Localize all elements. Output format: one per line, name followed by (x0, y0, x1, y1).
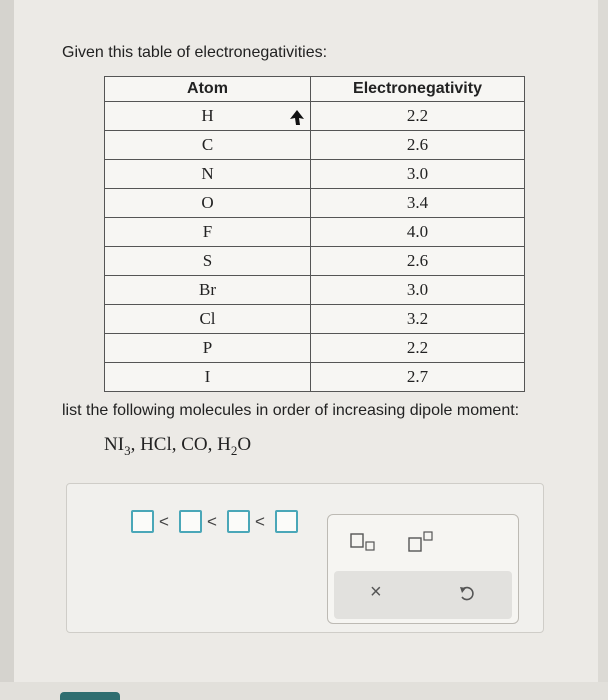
electronegativity-cell: 2.2 (311, 102, 525, 131)
footer-button[interactable] (60, 692, 120, 700)
electronegativity-cell: 3.0 (311, 160, 525, 189)
clear-button[interactable]: × (370, 581, 382, 603)
atom-cell: I (105, 363, 311, 392)
electronegativity-cell: 2.6 (311, 131, 525, 160)
answer-slot-3[interactable] (227, 510, 250, 533)
answer-slot-1[interactable] (131, 510, 154, 533)
palette-action-bar (334, 571, 512, 619)
right-edge-shadow (598, 0, 608, 700)
instruction-text: list the following molecules in order of increasing dipole moment: (62, 402, 520, 419)
table-row (105, 334, 525, 363)
electronegativity-cell: 3.0 (311, 276, 525, 305)
electronegativity-cell: 2.7 (311, 363, 525, 392)
table-row (105, 189, 525, 218)
molecule-item: $NI_3$, (104, 434, 136, 458)
superscript-template-icon[interactable] (408, 531, 434, 553)
table-row (105, 160, 525, 189)
atom-cell: H (105, 102, 311, 131)
intro-text: Given this table of electronegativities: (62, 44, 328, 61)
electronegativity-table (104, 76, 525, 392)
math-palette (327, 514, 519, 624)
molecule-item: CO, (181, 434, 213, 455)
atom-cell: Br (105, 276, 311, 305)
table-row (105, 247, 525, 276)
table-row (105, 305, 525, 334)
atom-cell: N (105, 160, 311, 189)
atom-cell: F (105, 218, 311, 247)
molecule-list (104, 434, 251, 459)
header-electronegativity: Electronegativity (311, 77, 525, 102)
electronegativity-cell: 3.2 (311, 305, 525, 334)
less-than-sign: < (207, 512, 217, 531)
less-than-sign: < (255, 512, 265, 531)
atom-cell: P (105, 334, 311, 363)
molecule-item: HCl, (140, 434, 177, 455)
answer-slot-2[interactable] (179, 510, 202, 533)
table-row (105, 276, 525, 305)
table-header-row (105, 77, 525, 102)
electronegativity-cell: 2.6 (311, 247, 525, 276)
electronegativity-cell: 2.2 (311, 334, 525, 363)
table-row (105, 218, 525, 247)
undo-icon[interactable] (458, 585, 476, 603)
table-row (105, 131, 525, 160)
less-than-sign: < (159, 512, 169, 531)
atom-cell: O (105, 189, 311, 218)
molecule-item: $H_2O$ (217, 434, 252, 458)
table-row (105, 102, 525, 131)
electronegativity-cell: 3.4 (311, 189, 525, 218)
atom-cell: C (105, 131, 311, 160)
header-atom: Atom (105, 77, 311, 102)
table-row (105, 363, 525, 392)
left-edge-shadow (0, 0, 14, 700)
answer-slot-4[interactable] (275, 510, 298, 533)
electronegativity-cell: 4.0 (311, 218, 525, 247)
subscript-template-icon[interactable] (350, 531, 376, 553)
atom-cell: Cl (105, 305, 311, 334)
mouse-cursor-icon (290, 110, 304, 126)
atom-cell: S (105, 247, 311, 276)
